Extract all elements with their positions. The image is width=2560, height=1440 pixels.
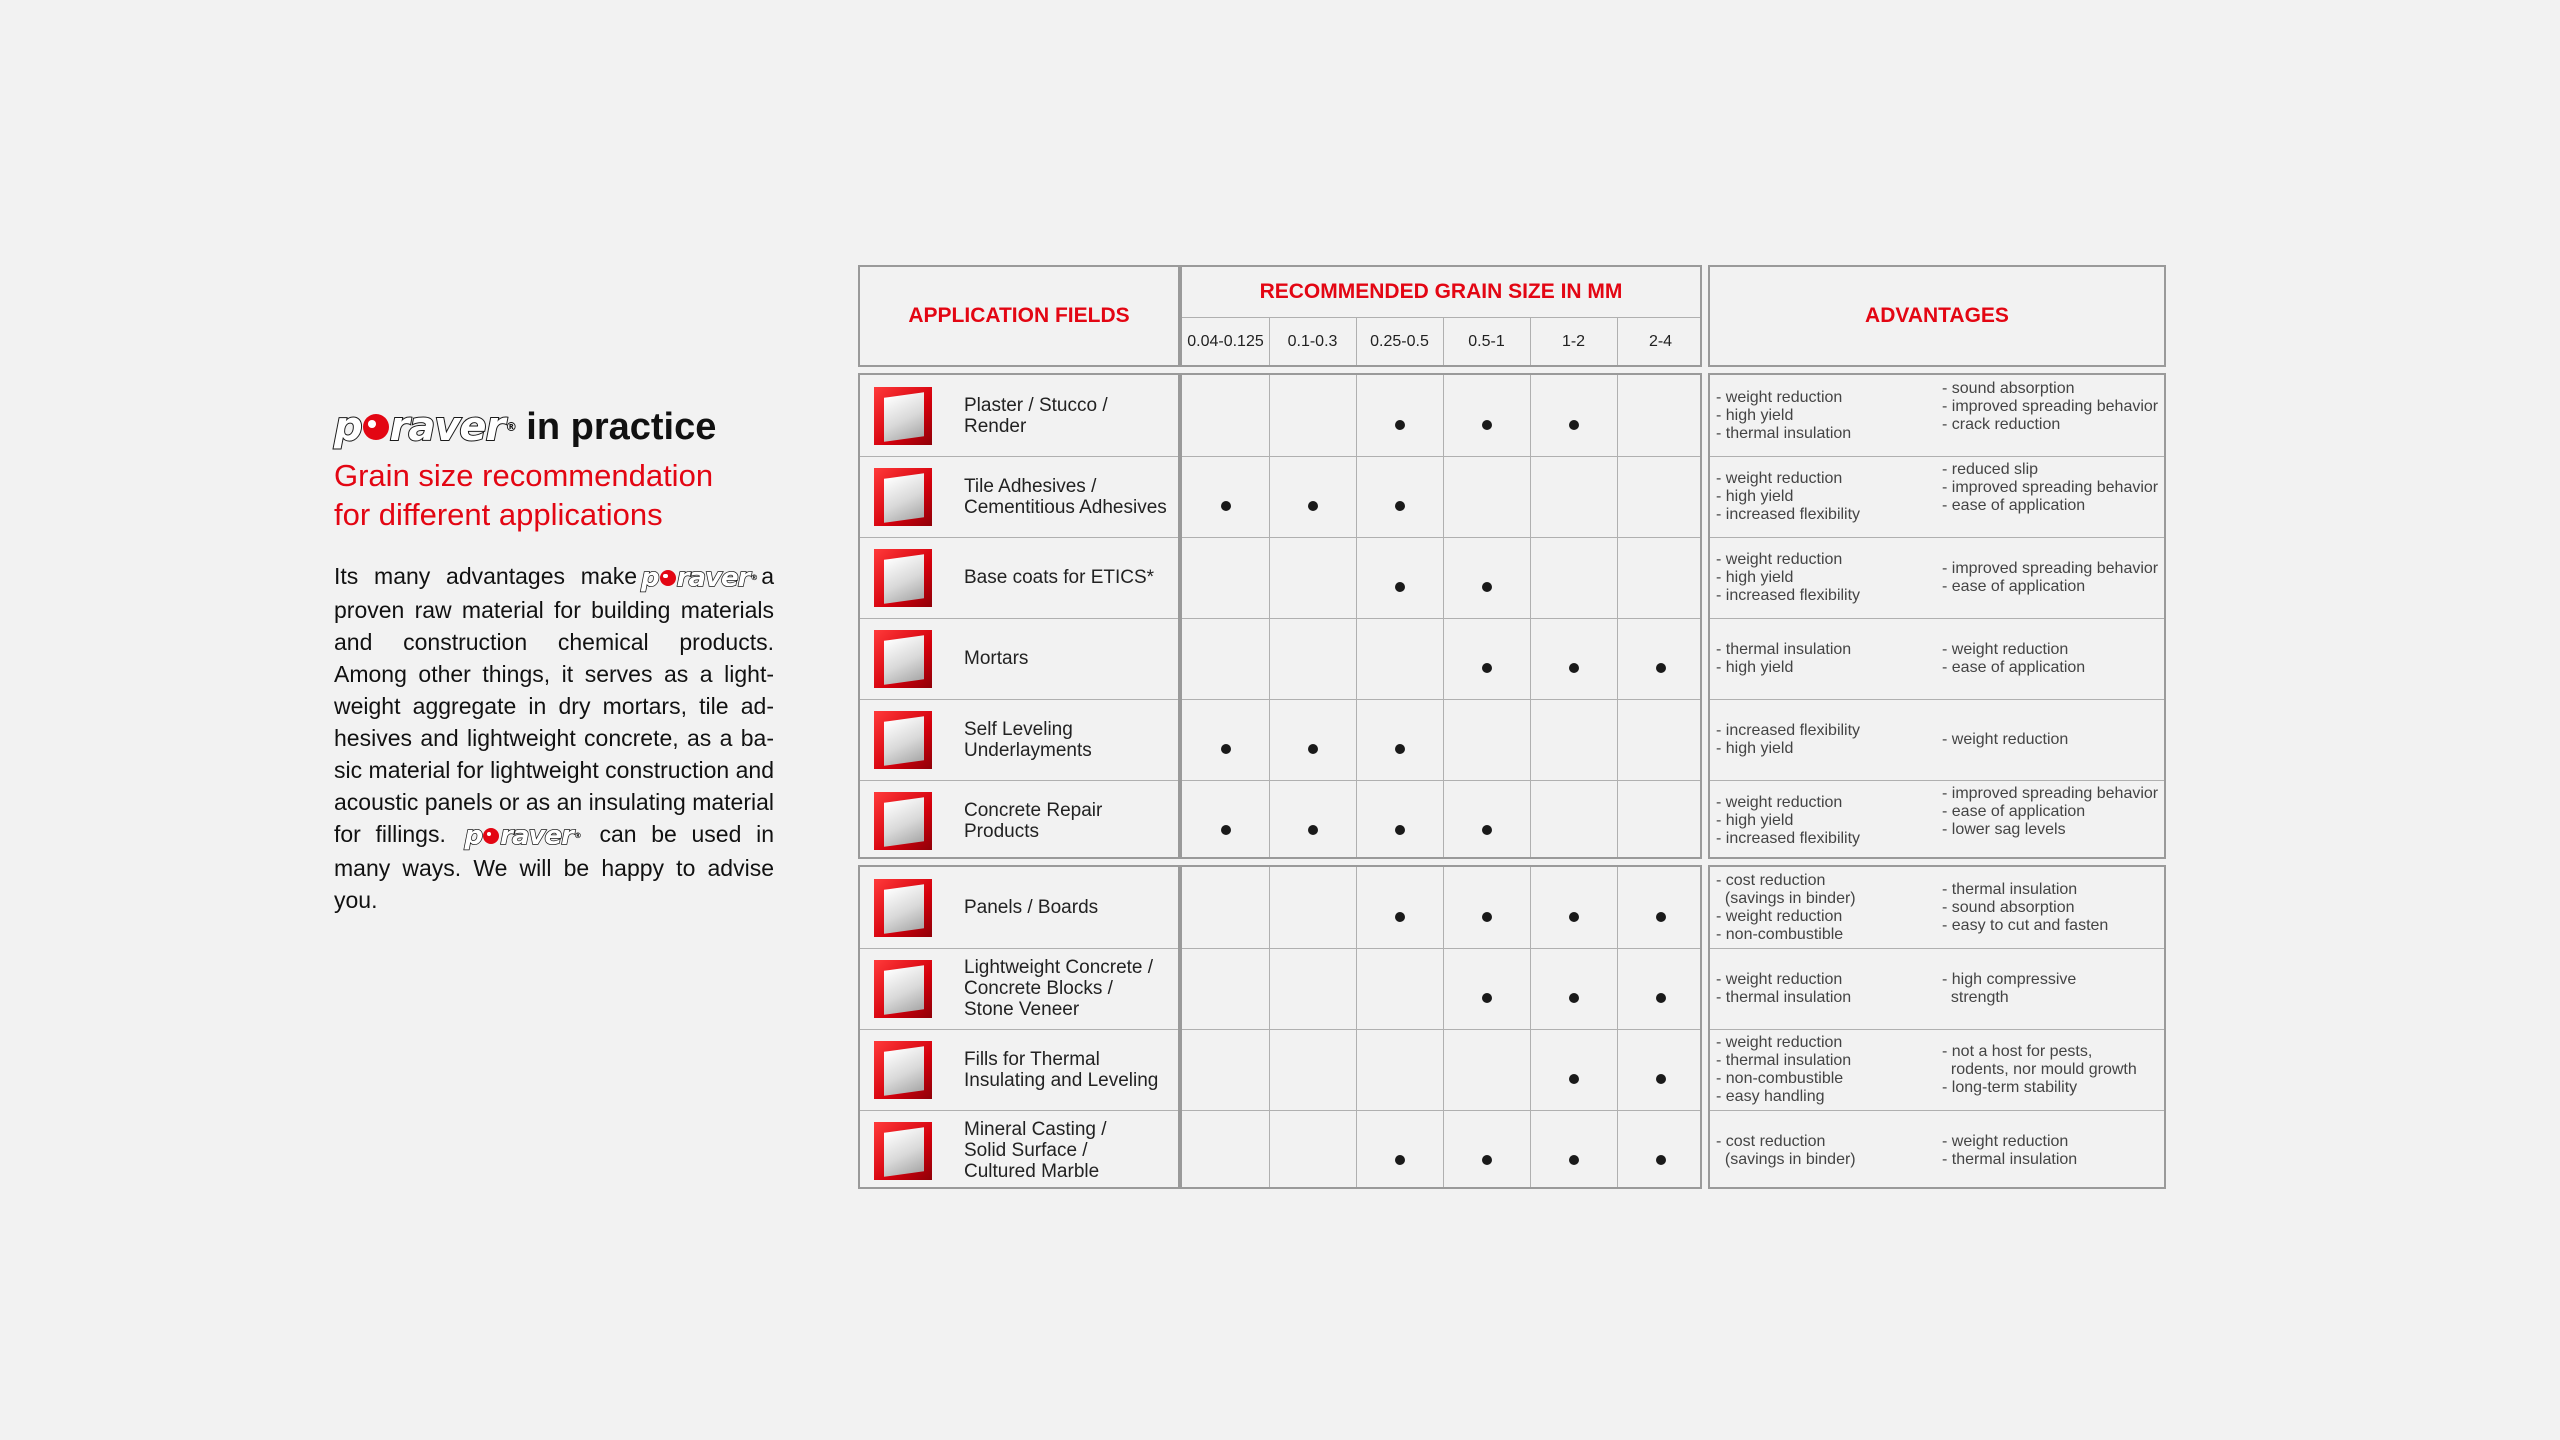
grain-recommended-dot bbox=[1569, 663, 1579, 673]
base-coat-icon bbox=[874, 549, 932, 607]
grain-recommended-dot bbox=[1569, 1074, 1579, 1084]
fills-icon bbox=[874, 1041, 932, 1099]
poraver-logo: p raver ® bbox=[334, 404, 517, 450]
title-suffix: in practice bbox=[526, 405, 717, 448]
advantages-left: - weight reduction - high yield - increased flexibility bbox=[1716, 550, 1861, 604]
mortar-icon bbox=[874, 630, 932, 688]
advantages-right: - improved spreading behavior - ease of application bbox=[1942, 559, 2159, 595]
grain-recommended-dot bbox=[1482, 993, 1492, 1003]
advantages-left: - weight reduction - high yield - increased flexibility bbox=[1716, 793, 1861, 847]
grain-recommended-dot bbox=[1569, 420, 1579, 430]
logo-dot-icon bbox=[363, 414, 389, 440]
row-divider bbox=[1710, 618, 2164, 619]
grain-recommended-dot bbox=[1482, 1155, 1492, 1165]
advantages-left: - increased flexibility - high yield bbox=[1716, 721, 1861, 757]
subtitle-line-2: for different applications bbox=[334, 497, 663, 532]
row-divider bbox=[1710, 699, 2164, 700]
application-label: Mineral Casting / Solid Surface / Cultured Marble bbox=[964, 1119, 1107, 1182]
row-divider bbox=[1710, 948, 2164, 949]
grain-recommended-dot bbox=[1308, 825, 1318, 835]
grain-col-divider bbox=[1530, 375, 1531, 857]
grain-recommended-dot bbox=[1221, 744, 1231, 754]
grain-col-divider bbox=[1617, 867, 1618, 1187]
row-divider bbox=[860, 780, 1178, 781]
application-label: Fills for Thermal Insulating and Leveling bbox=[964, 1048, 1159, 1091]
row-divider bbox=[1182, 537, 1700, 538]
paragraph-part-2: a proven raw material for building materials and construction chemical products. Among other things, it serves as a lightweight aggregate in dry mortars, tile adhesives and lightweight concrete, as a basic material for lightweight construction and acoustic panels or as an insulating material for fillings. bbox=[334, 563, 774, 847]
grain-recommended-dot bbox=[1221, 825, 1231, 835]
header-application-fields bbox=[858, 265, 1180, 367]
plaster-icon bbox=[874, 387, 932, 445]
grain-col-divider bbox=[1269, 375, 1270, 857]
grain-recommended-dot bbox=[1395, 1155, 1405, 1165]
grain-recommended-dot bbox=[1569, 1155, 1579, 1165]
paragraph-part-3: can be used in many ways. We will be happy to advise you. bbox=[334, 821, 774, 913]
row-divider bbox=[860, 948, 1178, 949]
grain-recommended-dot bbox=[1569, 993, 1579, 1003]
grain-recommended-dot bbox=[1482, 582, 1492, 592]
grain-col-divider bbox=[1530, 867, 1531, 1187]
grain-recommended-dot bbox=[1395, 744, 1405, 754]
intro-subtitle bbox=[334, 456, 774, 534]
paragraph-part-1: Its many advantages make bbox=[334, 563, 637, 589]
grain-recommended-dot bbox=[1395, 912, 1405, 922]
self-leveling-icon bbox=[874, 711, 932, 769]
group-2-application-fields bbox=[858, 865, 1180, 1189]
advantages-right: - high compressive strength bbox=[1942, 970, 2077, 1006]
row-divider bbox=[1182, 618, 1700, 619]
advantages-left: - weight reduction - high yield - thermal insulation bbox=[1716, 388, 1852, 442]
advantages-right: - sound absorption - improved spreading behavior - crack reduction bbox=[1942, 379, 2159, 433]
tile-adhesive-icon bbox=[874, 468, 932, 526]
group-1-grain-sizes bbox=[1180, 373, 1702, 859]
row-divider bbox=[1182, 948, 1700, 949]
grain-recommended-dot bbox=[1308, 501, 1318, 511]
panels-icon bbox=[874, 879, 932, 937]
grain-col-divider bbox=[1617, 375, 1618, 857]
intro-paragraph bbox=[334, 560, 774, 916]
grain-col-divider bbox=[1269, 867, 1270, 1187]
group-1-advantages bbox=[1708, 373, 2166, 859]
grain-recommended-dot bbox=[1656, 663, 1666, 673]
grain-recommended-dot bbox=[1656, 912, 1666, 922]
row-divider bbox=[1710, 1110, 2164, 1111]
logo-dot-icon bbox=[660, 570, 676, 586]
grain-col-divider bbox=[1356, 375, 1357, 857]
advantages-left: - cost reduction (savings in binder) - weight reduction - non-combustible bbox=[1716, 871, 1856, 943]
application-label: Self Leveling Underlayments bbox=[964, 718, 1092, 761]
header-advantages-label: ADVANTAGES bbox=[1865, 304, 2009, 327]
application-label: Concrete Repair Products bbox=[964, 799, 1103, 842]
grain-size-label: 0.04-0.125 bbox=[1187, 333, 1264, 350]
logo-dot-icon bbox=[483, 828, 499, 844]
intro-section bbox=[334, 404, 774, 916]
grain-recommended-dot bbox=[1395, 501, 1405, 511]
grain-col-divider bbox=[1443, 375, 1444, 857]
header-advantages bbox=[1708, 265, 2166, 367]
subtitle-line-1: Grain size recommendation bbox=[334, 458, 714, 493]
grain-recommended-dot bbox=[1482, 912, 1492, 922]
row-divider bbox=[860, 1029, 1178, 1030]
row-divider bbox=[1710, 780, 2164, 781]
grain-size-label: 1-2 bbox=[1561, 333, 1586, 350]
group-1-application-fields bbox=[858, 373, 1180, 859]
advantages-left: - weight reduction - thermal insulation - non-combustible - easy handling bbox=[1716, 1033, 1852, 1105]
header-application-label: APPLICATION FIELDS bbox=[908, 304, 1130, 327]
grain-size-label: 0.25-0.5 bbox=[1370, 333, 1429, 350]
header-grain-size bbox=[1180, 265, 1702, 367]
advantages-left: - weight reduction - high yield - increased flexibility bbox=[1716, 469, 1861, 523]
row-divider bbox=[1182, 1029, 1700, 1030]
grain-recommended-dot bbox=[1656, 1155, 1666, 1165]
grain-recommended-dot bbox=[1395, 825, 1405, 835]
advantages-left: - thermal insulation - high yield bbox=[1716, 640, 1852, 676]
application-label: Plaster / Stucco / Render bbox=[964, 394, 1108, 437]
row-divider bbox=[1182, 456, 1700, 457]
row-divider bbox=[1182, 699, 1700, 700]
row-divider bbox=[860, 699, 1178, 700]
grain-recommended-dot bbox=[1569, 912, 1579, 922]
row-divider bbox=[1182, 1110, 1700, 1111]
application-label: Tile Adhesives / Cementitious Adhesives bbox=[964, 475, 1167, 518]
poraver-logo-inline: p raver ® bbox=[464, 821, 581, 851]
grain-recommended-dot bbox=[1656, 1074, 1666, 1084]
advantages-right: - weight reduction - thermal insulation bbox=[1942, 1132, 2078, 1168]
advantages-right: - improved spreading behavior - ease of application - lower sag levels bbox=[1942, 784, 2159, 838]
group-2-advantages bbox=[1708, 865, 2166, 1189]
row-divider bbox=[860, 1110, 1178, 1111]
grain-size-label: 0.5-1 bbox=[1468, 333, 1505, 350]
group-2-grain-sizes bbox=[1180, 865, 1702, 1189]
mineral-casting-icon bbox=[874, 1122, 932, 1180]
grain-recommended-dot bbox=[1482, 825, 1492, 835]
grain-recommended-dot bbox=[1395, 582, 1405, 592]
intro-title bbox=[334, 404, 774, 450]
grain-col-divider bbox=[1356, 867, 1357, 1187]
grain-recommended-dot bbox=[1656, 993, 1666, 1003]
advantages-right: - not a host for pests, rodents, nor mould growth - long-term stability bbox=[1942, 1042, 2137, 1096]
row-divider bbox=[1710, 456, 2164, 457]
advantages-right: - reduced slip - improved spreading behavior - ease of application bbox=[1942, 460, 2159, 514]
row-divider bbox=[1710, 537, 2164, 538]
lightweight-concrete-icon bbox=[874, 960, 932, 1018]
row-divider bbox=[1710, 1029, 2164, 1030]
application-label: Lightweight Concrete / Concrete Blocks / Stone Veneer bbox=[964, 957, 1154, 1020]
row-divider bbox=[860, 456, 1178, 457]
grain-recommended-dot bbox=[1482, 663, 1492, 673]
advantages-left: - cost reduction (savings in binder) bbox=[1716, 1132, 1856, 1168]
application-label: Mortars bbox=[964, 648, 1029, 669]
advantages-right: - weight reduction bbox=[1942, 730, 2069, 748]
grain-size-label: 0.1-0.3 bbox=[1287, 333, 1338, 350]
grain-size-label: 2-4 bbox=[1648, 333, 1673, 350]
concrete-repair-icon bbox=[874, 792, 932, 850]
grain-recommended-dot bbox=[1308, 744, 1318, 754]
application-label: Base coats for ETICS* bbox=[964, 567, 1155, 588]
row-divider bbox=[1182, 780, 1700, 781]
advantages-right: - weight reduction - ease of application bbox=[1942, 640, 2086, 676]
grain-recommended-dot bbox=[1221, 501, 1231, 511]
header-grain-label: RECOMMENDED GRAIN SIZE IN MM bbox=[1259, 280, 1623, 303]
row-divider bbox=[860, 618, 1178, 619]
grain-recommended-dot bbox=[1395, 420, 1405, 430]
advantages-right: - thermal insulation - sound absorption - easy to cut and fasten bbox=[1942, 880, 2109, 934]
grain-recommended-dot bbox=[1482, 420, 1492, 430]
application-label: Panels / Boards bbox=[964, 897, 1099, 918]
advantages-left: - weight reduction - thermal insulation bbox=[1716, 970, 1852, 1006]
poraver-logo-inline: p raver ® bbox=[641, 563, 758, 593]
grain-col-divider bbox=[1443, 867, 1444, 1187]
row-divider bbox=[860, 537, 1178, 538]
